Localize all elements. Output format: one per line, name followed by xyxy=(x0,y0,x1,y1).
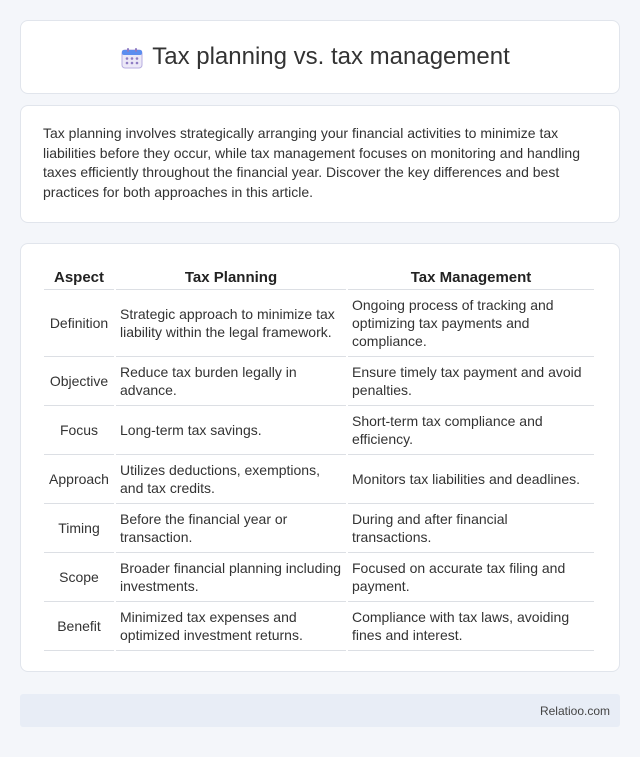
row-tax-planning: Broader financial planning including investments. xyxy=(116,553,346,602)
footer xyxy=(20,694,620,727)
table-row xyxy=(44,553,594,602)
comparison-table-card xyxy=(20,243,620,672)
table-row xyxy=(44,406,594,455)
row-tax-planning: Utilizes deductions, exemptions, and tax credits. xyxy=(116,455,346,504)
row-tax-planning: Minimized tax expenses and optimized investment returns. xyxy=(116,602,346,651)
row-tax-management: Ongoing process of tracking and optimizing tax payments and compliance. xyxy=(348,290,594,357)
row-aspect: Focus xyxy=(44,406,114,455)
row-tax-management: Ensure timely tax payment and avoid penalties. xyxy=(348,357,594,406)
table-row xyxy=(44,504,594,553)
table-header-row xyxy=(44,264,594,290)
table-row xyxy=(44,455,594,504)
comparison-table xyxy=(42,264,596,651)
row-aspect: Approach xyxy=(44,455,114,504)
page-title: Tax planning vs. tax management xyxy=(152,43,510,70)
intro-card xyxy=(20,105,620,223)
table-row xyxy=(44,290,594,357)
header-tax-management: Tax Management xyxy=(348,264,594,290)
title-card xyxy=(20,20,620,94)
row-aspect: Scope xyxy=(44,553,114,602)
header-aspect: Aspect xyxy=(44,264,114,290)
calendar-icon xyxy=(121,47,143,69)
row-aspect: Benefit xyxy=(44,602,114,651)
row-tax-planning: Before the financial year or transaction. xyxy=(116,504,346,553)
row-aspect: Objective xyxy=(44,357,114,406)
intro-text: Tax planning involves strategically arranging your financial activities to minimize tax liabilities before they occur, while tax management focuses on monitoring and handling taxes efficiently throughout the financial year. Discover the key differences and best practices for both approaches in this article. xyxy=(43,125,580,200)
table-row xyxy=(44,602,594,651)
table-row xyxy=(44,357,594,406)
header-tax-planning: Tax Planning xyxy=(116,264,346,290)
row-aspect: Definition xyxy=(44,290,114,357)
footer-brand: Relatioo.com xyxy=(539,703,610,718)
row-tax-planning: Long-term tax savings. xyxy=(116,406,346,455)
row-tax-planning: Strategic approach to minimize tax liability within the legal framework. xyxy=(116,290,346,357)
row-aspect: Timing xyxy=(44,504,114,553)
row-tax-management: Compliance with tax laws, avoiding fines and interest. xyxy=(348,602,594,651)
row-tax-management: Short-term tax compliance and efficiency. xyxy=(348,406,594,455)
row-tax-management: During and after financial transactions. xyxy=(348,504,594,553)
row-tax-management: Focused on accurate tax filing and payment. xyxy=(348,553,594,602)
row-tax-planning: Reduce tax burden legally in advance. xyxy=(116,357,346,406)
row-tax-management: Monitors tax liabilities and deadlines. xyxy=(348,455,594,504)
